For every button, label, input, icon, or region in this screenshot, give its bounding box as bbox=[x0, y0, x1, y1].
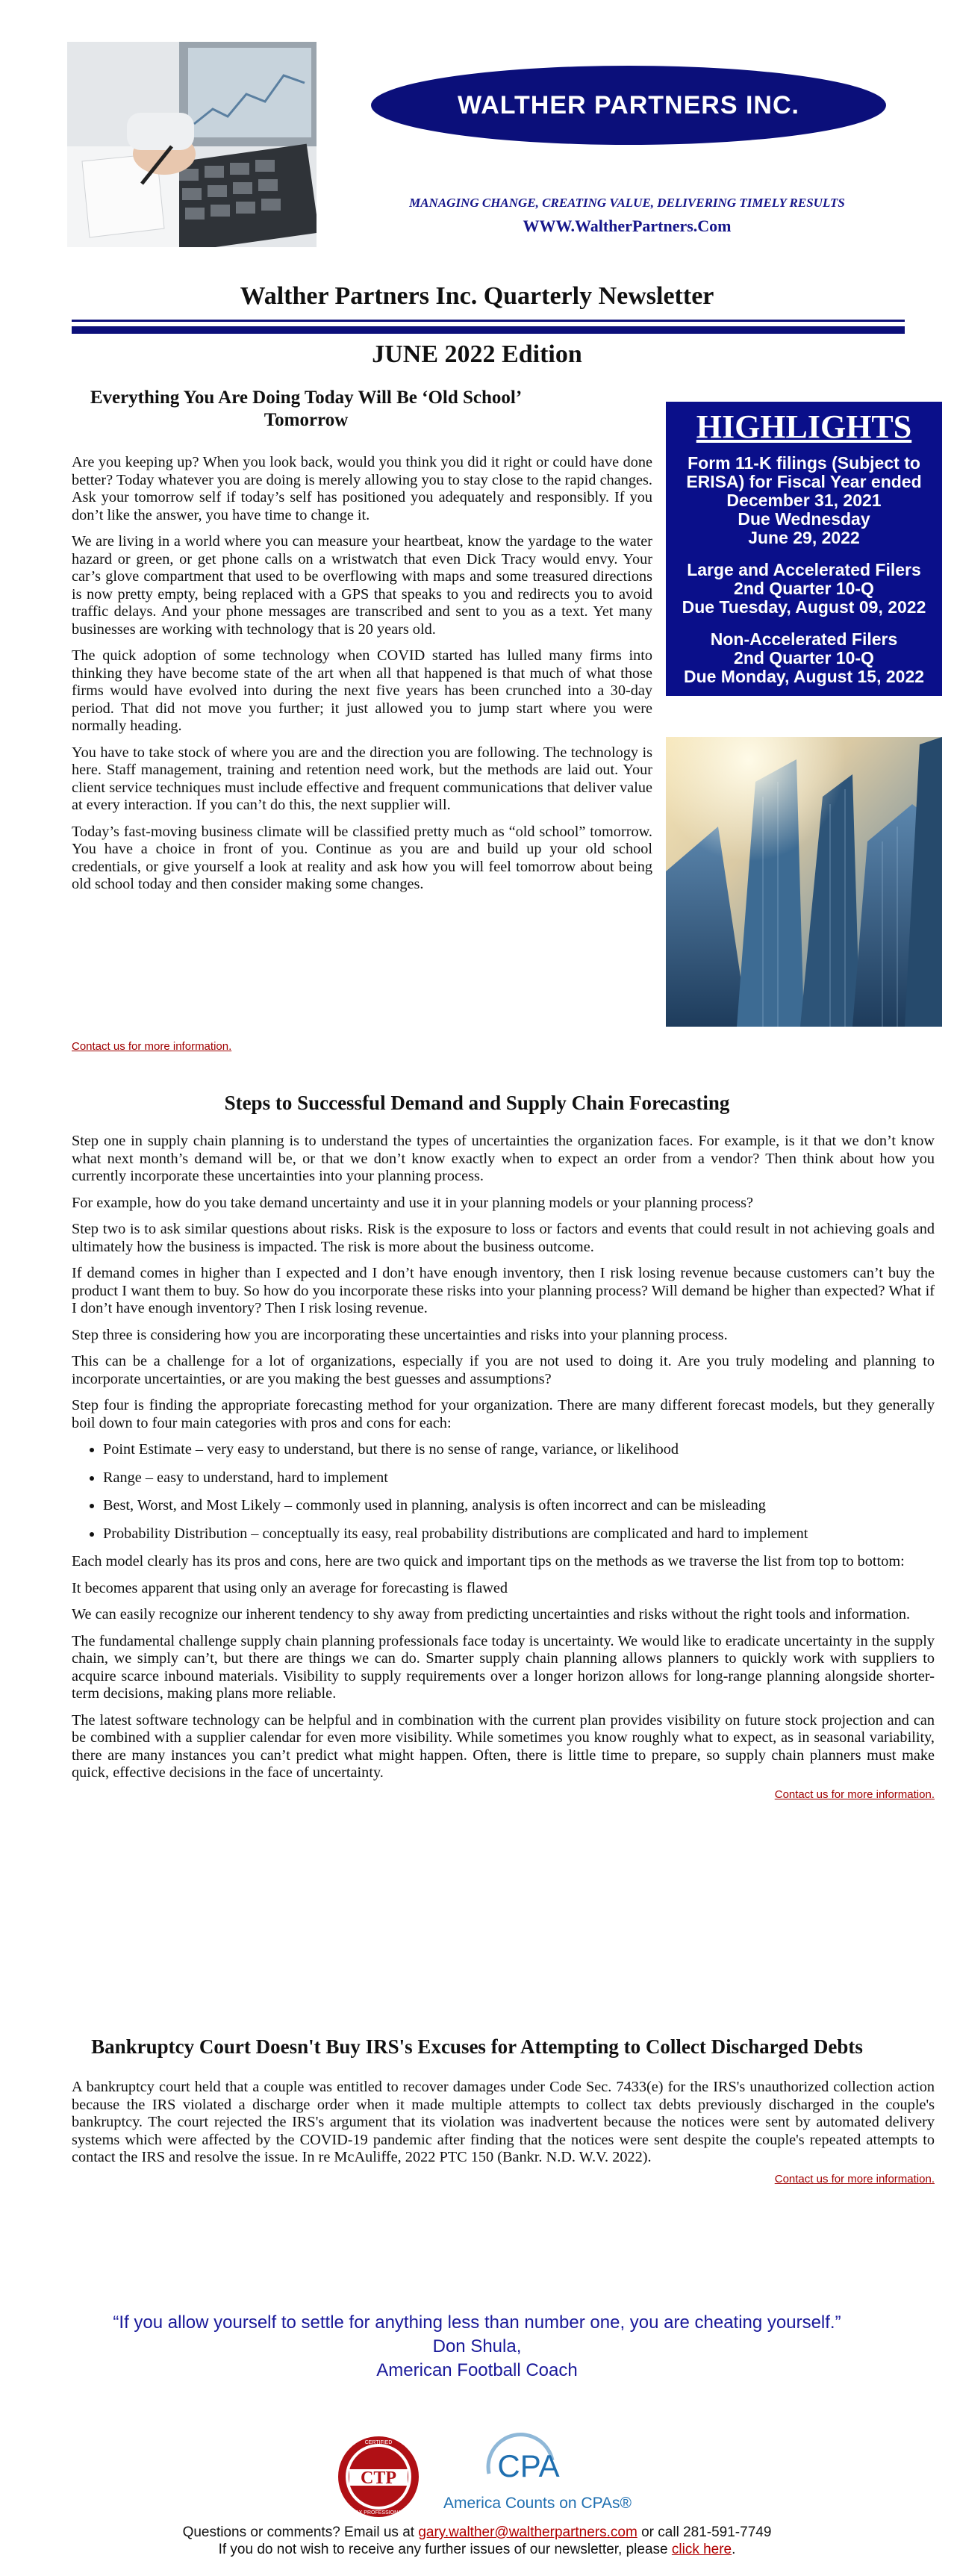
forecast-methods-list bbox=[72, 1441, 935, 1543]
article2-paragraph: If demand comes in higher than I expected and I don’t have enough inventory, then I risk losing revenue because customers can’t buy the product I want them to buy. So how do you incorporate these risks into your planning process? Will demand be higher than expected? What if I don’t have enough inventory? Then I risk losing revenue. bbox=[72, 1265, 935, 1316]
highlight-line: 2nd Quarter 10-Q bbox=[734, 579, 874, 598]
article1-paragraph: We are living in a world where you can measure your heartbeat, know the yardage to the water hazard or green, or get phone calls on a wristwatch that even Dick Tracy would envy. Your car’s glove compartment that used to be overflowing with maps and some treasured directions is now pretty empty, being replaced with a GPS that speaks to you and redirects you to avoid traffic delays. And your phone messages are transcribed and sent to you as a text. Yet many businesses are working with technology that is 20 years old. bbox=[72, 533, 652, 638]
article2-paragraph: Step one in supply chain planning is to understand the types of uncertainties the organization faces. For example, is it that we don’t know what next month’s demand will be, or that we don’t know exactly when to expect an order from a vendor? Then think about how you currently incorporate these uncertainties into your planning process. bbox=[72, 1133, 935, 1184]
article2-paragraph: This can be a challenge for a lot of organizations, especially if you are not used to doing it. Are you truly modeling and planning to incorporate uncertainties, or are you making the best guesses and assumptions? bbox=[72, 1353, 935, 1387]
article2-paragraph: The fundamental challenge supply chain planning professionals face today is uncertainty. We would like to eradicate uncertainty in the supply chain, we simply can’t, but there are things we can do. Smarter supply chain planning allows planners to quickly work with suppliers to acquire scarce inbound materials. Visibility to supply requirements over a longer horizon allows for long-range planning alongside shorter-term decisions, making plans more reliable. bbox=[72, 1632, 935, 1702]
footer-contact-line bbox=[0, 2524, 954, 2541]
highlights-box bbox=[666, 402, 942, 696]
footer-unsubscribe-line bbox=[0, 2541, 954, 2558]
website-link[interactable]: WWW.WaltherPartners.Com bbox=[523, 217, 732, 235]
article1-title: Everything You Are Doing Today Will Be ‘Old School’ Tomorrow bbox=[90, 388, 523, 430]
highlight-line: 2nd Quarter 10-Q bbox=[734, 648, 874, 668]
article2-paragraph: We can easily recognize our inherent tendency to shy away from predicting uncertainties and risks without the right tools and information. bbox=[72, 1606, 911, 1623]
highlight-line: Due Monday, August 15, 2022 bbox=[683, 667, 925, 686]
highlight-line: Form 11-K filings (Subject to bbox=[688, 453, 920, 473]
article1-paragraph: The quick adoption of some technology when COVID started has lulled many firms into thinking they have become state of the art when all that happened is that much of what those firms would have evolved into during the next five years has been crunched into a 30-day period. That did not move you further; it just allowed you to jump start where you were normally heading. bbox=[72, 647, 652, 734]
header-photo-calculator bbox=[67, 42, 317, 247]
article3-paragraph: A bankruptcy court held that a couple was entitled to recover damages under Code Sec. 7433(e) for the IRS's unauthorized collection action because the IRS violated a discharge order when it made multiple attempts to collect tax debts previously discharged in the couple's bankruptcy. The court rejected the IRS's argument that its violation was inadvertent because the notices were sent by automated delivery systems which were affected by the COVID-19 pandemic after finding that the notices were sent despite the couple's repeated attempts to contact the IRS and resolve the issue. In re McAuliffe, 2022 PTC 150 (Bankr. N.D. W.V. 2022). bbox=[72, 2079, 935, 2165]
article1-body bbox=[72, 454, 652, 903]
article3-body bbox=[72, 2079, 935, 2188]
divider-thick bbox=[72, 326, 905, 334]
article2-paragraph: It becomes apparent that using only an average for forecasting is flawed bbox=[72, 1579, 508, 1596]
article2-paragraph: The latest software technology can be helpful and in combination with the current plan provides visibility on future stock projection and can be combined with a supplier calendar for even more visibility. While sometimes you know roughly what to expect, as in seasonal variability, there are many instances you can’t predict what might happen. Often, there is little time to prepare, so supply chain planners must make quick, effective decisions in the face of uncertainty. bbox=[72, 1711, 935, 1781]
list-item: • Probability Distribution – conceptually its easy, real probability distributions are complicated and hard to implement bbox=[103, 1525, 935, 1543]
footer bbox=[0, 2524, 954, 2558]
cpa-logo bbox=[443, 2435, 632, 2512]
footer-text: . bbox=[732, 2542, 736, 2557]
svg-text:CPA: CPA bbox=[497, 2448, 560, 2483]
email-link[interactable]: gary.walther@waltherpartners.com bbox=[418, 2524, 637, 2540]
footer-text: Questions or comments? Email us at bbox=[182, 2524, 419, 2540]
quote-block bbox=[0, 2311, 954, 2383]
svg-text:TAX PROFESSIONAL: TAX PROFESSIONAL bbox=[352, 2510, 405, 2516]
article1-paragraph: Today’s fast-moving business climate will be classified pretty much as “old school” tomorrow. You have a choice in front of you. Continue as you are and build up your old school credentials, or give yourself a look at reality and ask how you will feel tomorrow about being old school today and then consider making some changes. bbox=[72, 823, 652, 892]
highlight-line: ERISA) for Fiscal Year ended bbox=[686, 472, 922, 491]
skyscrapers-photo bbox=[666, 737, 942, 1027]
article2-paragraph: Each model clearly has its pros and cons, here are two quick and important tips on the methods as we traverse the list from top to bottom: bbox=[72, 1553, 905, 1569]
ctp-logo bbox=[338, 2436, 419, 2517]
quote-author-role: American Football Coach bbox=[376, 2360, 578, 2380]
unsubscribe-link[interactable]: click here bbox=[671, 2542, 732, 2557]
quote-author: Don Shula, bbox=[432, 2336, 522, 2356]
svg-text:CTP: CTP bbox=[361, 2468, 396, 2488]
highlight-line: June 29, 2022 bbox=[748, 528, 860, 547]
article2-body bbox=[72, 1133, 935, 1803]
highlight-line: December 31, 2021 bbox=[726, 491, 882, 510]
divider-thin bbox=[72, 320, 905, 322]
article1-paragraph: You have to take stock of where you are and the direction you are following. The technology is here. Staff management, training and retention need work, but the methods are laid out. Your client service techniques must include effective and frequent communications that deliver value at every interaction. If you can’t do this, the next supplier will. bbox=[72, 744, 652, 813]
article1-contact-link[interactable]: Contact us for more information. bbox=[72, 1040, 232, 1053]
article1-paragraph: Are you keeping up? When you look back, would you think you did it right or could have done better? Today whatever you are doing is merely allowing you to stay close to the rapid changes. Ask your tomorrow self if today’s self has positioned you adequately and responsibly. If you don’t like the answer, you have time to change it. bbox=[72, 454, 652, 523]
highlight-line: Due Wednesday bbox=[738, 509, 870, 529]
company-name-banner bbox=[371, 66, 886, 145]
company-tagline: MANAGING CHANGE, CREATING VALUE, DELIVERING TIMELY RESULTS bbox=[409, 196, 845, 210]
list-item: • Point Estimate – very easy to understand, but there is no sense of range, variance, or likelihood bbox=[103, 1441, 935, 1459]
list-item: • Best, Worst, and Most Likely – commonly used in planning, analysis is often incorrect and can be misleading bbox=[103, 1497, 935, 1515]
article2-paragraph: For example, how do you take demand uncertainty and use it in your planning models or your planning process? bbox=[72, 1194, 754, 1211]
article2-paragraph: Step four is finding the appropriate forecasting method for your organization. There are many different forecast models, but they generally boil down to four main categories with pros and cons for each: bbox=[72, 1397, 935, 1431]
company-name: WALTHER PARTNERS INC. bbox=[458, 90, 799, 119]
article3-title: Bankruptcy Court Doesn't Buy IRS's Excuses for Attempting to Collect Discharged Debts bbox=[91, 2035, 863, 2058]
footer-text: If you do not wish to receive any further issues of our newsletter, please bbox=[218, 2542, 672, 2557]
highlight-item bbox=[666, 561, 942, 617]
highlight-line: Large and Accelerated Filers bbox=[687, 560, 921, 579]
list-item: • Range – easy to understand, hard to implement bbox=[103, 1469, 935, 1487]
highlights-title: HIGHLIGHTS bbox=[696, 408, 912, 445]
highlight-item bbox=[666, 630, 942, 686]
highlight-line: Non-Accelerated Filers bbox=[710, 629, 898, 649]
footer-phone-text: or call 281-591-7749 bbox=[637, 2524, 772, 2540]
article2-contact-link[interactable]: Contact us for more information. bbox=[774, 1788, 935, 1801]
article2-paragraph: Step three is considering how you are incorporating these uncertainties and risks into your planning process. bbox=[72, 1326, 728, 1343]
edition-title: JUNE 2022 Edition bbox=[372, 340, 582, 368]
article2-title: Steps to Successful Demand and Supply Chain Forecasting bbox=[224, 1092, 730, 1114]
article3-contact-link[interactable]: Contact us for more information. bbox=[774, 2172, 935, 2185]
article2-paragraph: Step two is to ask similar questions about risks. Risk is the exposure to loss or factors and events that could result in not achieving goals and ultimately how the business is impacted. The risk is more about the business outcome. bbox=[72, 1221, 935, 1255]
newsletter-title: Walther Partners Inc. Quarterly Newsletter bbox=[240, 282, 714, 310]
logos-row bbox=[336, 2430, 649, 2520]
svg-text:America Counts on CPAs®: America Counts on CPAs® bbox=[443, 2495, 632, 2512]
highlight-item bbox=[666, 454, 942, 547]
quote-text: “If you allow yourself to settle for anything less than number one, you are cheating yourself.” bbox=[113, 2312, 841, 2333]
highlight-line: Due Tuesday, August 09, 2022 bbox=[682, 597, 926, 617]
svg-text:CERTIFIED: CERTIFIED bbox=[364, 2440, 393, 2445]
